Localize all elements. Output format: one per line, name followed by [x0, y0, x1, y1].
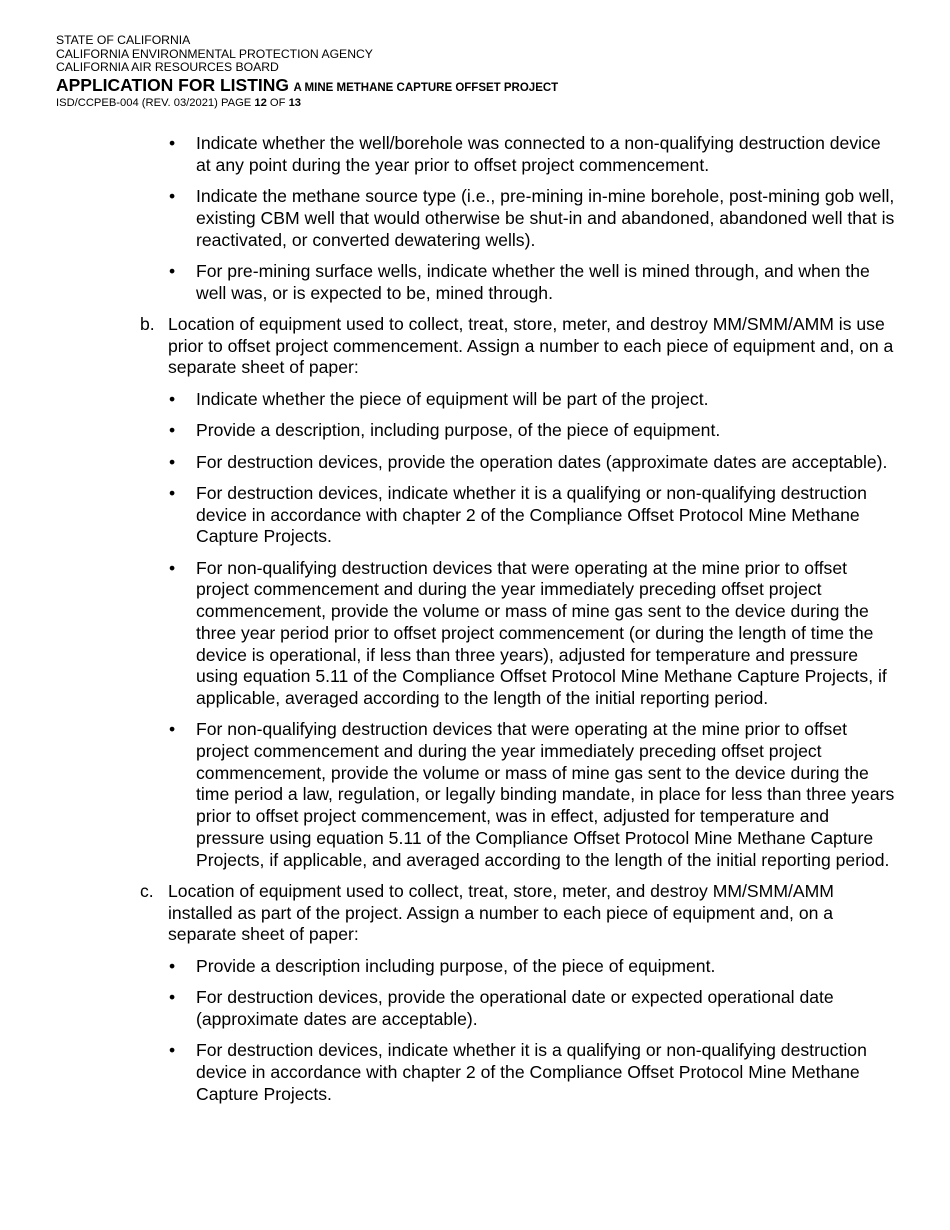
- bullet-icon: •: [169, 388, 176, 409]
- bullet-icon: •: [169, 557, 176, 578]
- list-item-text: For non-qualifying destruction devices that were operating at the mine prior to offset project commencement and during the year immediately preceding offset project commencement, provide the volume or mass of mine gas sent to the device during the three year period prior to offset project commencement (or during the length of time the device is operational, if less than three years), adjusted for temperature and pressure using equation 5.11 of the Compliance Offset Protocol Mine Methane Capture Projects, if applicable, averaged according to the length of the initial reporting period.: [196, 557, 887, 708]
- page-total: 13: [288, 96, 302, 109]
- board-line: CALIFORNIA AIR RESOURCES BOARD: [56, 60, 279, 74]
- form-id: ISD/CCPEB-004 (REV. 03/2021) PAGE: [56, 96, 252, 109]
- section-item-text: Location of equipment used to collect, treat, store, meter, and destroy MM/SMM/AMM installed as part of the project. Assign a number to each piece of equipment and, on a separate sheet of paper:: [168, 880, 834, 945]
- list-item: [140, 133, 900, 176]
- section-item-b: [140, 314, 900, 379]
- agency-line: CALIFORNIA ENVIRONMENTAL PROTECTION AGENCY: [56, 46, 373, 61]
- bullet-icon: •: [169, 133, 176, 153]
- list-item: [140, 1040, 900, 1105]
- section-item-c: [140, 881, 900, 946]
- list-item-text: For pre-mining surface wells, indicate whether the well is mined through, and when the well was, or is expected to be, mined through.: [196, 260, 870, 303]
- form-title-main: APPLICATION FOR LISTING: [56, 74, 290, 95]
- bullet-icon: •: [169, 186, 176, 207]
- list-item: [140, 987, 900, 1030]
- list-item-text: For destruction devices, indicate whether it is a qualifying or non-qualifying destruction device in accordance with chapter 2 of the Compliance Offset Protocol Mine Methane Capture Projects.: [196, 482, 867, 547]
- list-item: [140, 719, 900, 871]
- bullet-icon: •: [169, 987, 176, 1008]
- section-item-text: Location of equipment used to collect, treat, store, meter, and destroy MM/SMM/AMM is use prior to offset project commencement. Assign a number to each piece of equipment and, on a separate sheet of paper:: [168, 313, 894, 378]
- page-of: OF: [269, 96, 286, 109]
- item-letter: b.: [140, 313, 155, 334]
- list-item: [140, 956, 900, 978]
- list-item-text: For destruction devices, provide the operation dates (approximate dates are acceptable).: [196, 451, 888, 472]
- list-item: [140, 261, 900, 304]
- list-item-text: Provide a description including purpose, of the piece of equipment.: [196, 955, 716, 976]
- list-item: [140, 483, 900, 548]
- list-item: [140, 420, 900, 442]
- list-item-text: Indicate the methane source type (i.e., pre-mining in-mine borehole, post-mining gob well, existing CBM well that would otherwise be shut-in and abandoned, abandoned well that is reactivated, or converted dewatering wells).: [196, 186, 895, 250]
- list-item-text: For destruction devices, provide the operational date or expected operational date (approximate dates are acceptable).: [196, 987, 834, 1029]
- list-item-text: Indicate whether the well/borehole was connected to a non-qualifying destruction device at any point during the year prior to offset project commencement.: [196, 133, 881, 175]
- bullet-icon: •: [169, 451, 176, 472]
- item-letter: c.: [140, 880, 154, 901]
- bullet-icon: •: [169, 719, 176, 740]
- form-id-line: [56, 97, 558, 109]
- form-title-sub: A MINE METHANE CAPTURE OFFSET PROJECT: [293, 81, 559, 94]
- bullet-icon: •: [169, 955, 176, 976]
- bullet-icon: •: [169, 1040, 176, 1061]
- bullet-icon: •: [169, 260, 176, 281]
- bullet-icon: •: [169, 482, 176, 503]
- form-title: [56, 76, 558, 97]
- list-item: [140, 186, 900, 251]
- bullet-icon: •: [169, 420, 176, 441]
- list-item: [140, 389, 900, 411]
- list-item-text: Provide a description, including purpose, of the piece of equipment.: [196, 420, 721, 441]
- page-current: 12: [254, 96, 267, 109]
- state-line: STATE OF CALIFORNIA: [56, 33, 191, 47]
- list-item-text: For destruction devices, indicate whether it is a qualifying or non-qualifying destruction device in accordance with chapter 2 of the Compliance Offset Protocol Mine Methane Capture Projects.: [196, 1040, 867, 1104]
- list-item: [140, 452, 900, 474]
- list-item: [140, 558, 900, 710]
- list-item-text: For non-qualifying destruction devices that were operating at the mine prior to offset project commencement and during the year immediately preceding offset project commencement, provide the volume or mass of mine gas sent to the device during the time period a law, regulation, or legally binding mandate, in place for less than three years prior to offset project commencement, was in effect, adjusted for temperature and pressure using equation 5.11 of the Compliance Offset Protocol Mine Methane Capture Projects, if applicable, and averaged according to the length of the initial reporting period.: [196, 719, 895, 870]
- form-header: [56, 34, 558, 109]
- document-body: [140, 133, 900, 1115]
- list-item-text: Indicate whether the piece of equipment will be part of the project.: [196, 388, 709, 409]
